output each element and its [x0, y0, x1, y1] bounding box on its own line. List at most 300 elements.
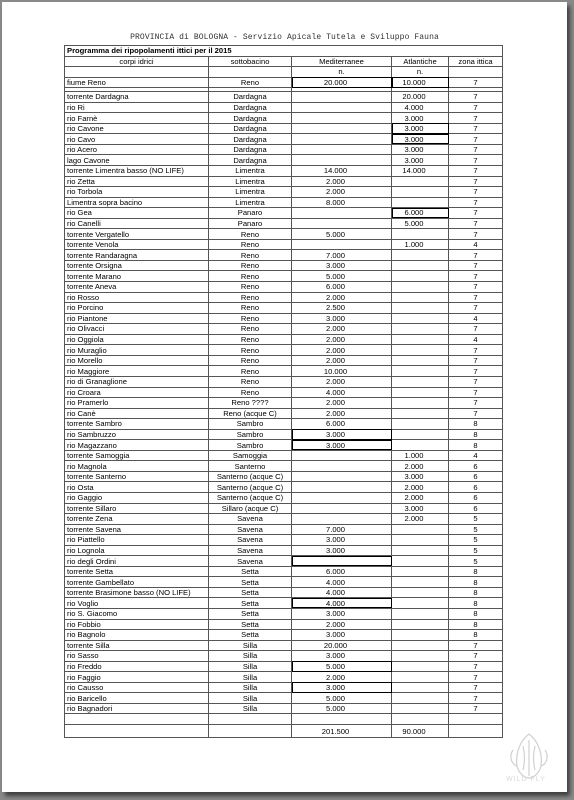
fish-zone-cell: 7 — [449, 271, 503, 282]
mediterranean-count-cell: 3.000 — [292, 535, 392, 546]
fish-zone-cell: 7 — [449, 693, 503, 704]
subbasin-cell: Dardagna — [209, 155, 292, 166]
water-body-cell: torrente Setta — [65, 566, 209, 577]
atlantic-count-cell — [392, 545, 449, 556]
water-body-cell: rio Cavone — [65, 123, 209, 134]
atlantic-count-cell — [392, 250, 449, 261]
subbasin-cell: Reno — [209, 239, 292, 250]
water-body-cell: Limentra sopra bacino — [65, 197, 209, 208]
atlantic-count-cell: 3.000 — [392, 123, 449, 134]
unit-atlantic: n. — [392, 67, 449, 78]
table-row — [65, 598, 503, 609]
table-row — [65, 672, 503, 683]
water-body-cell: rio Farnè — [65, 113, 209, 124]
mediterranean-count-cell: 6.000 — [292, 566, 392, 577]
mediterranean-count-cell: 5.000 — [292, 693, 392, 704]
mediterranean-count-cell: 2.000 — [292, 292, 392, 303]
atlantic-count-cell — [392, 429, 449, 440]
fish-zone-cell: 7 — [449, 682, 503, 693]
subbasin-cell: Sillaro (acque C) — [209, 503, 292, 514]
atlantic-count-cell: 1.000 — [392, 239, 449, 250]
water-body-cell: torrente Marano — [65, 271, 209, 282]
subbasin-cell: Setta — [209, 619, 292, 630]
mediterranean-count-cell: 3.000 — [292, 651, 392, 662]
water-body-cell: rio Bagnolo — [65, 630, 209, 641]
table-row — [65, 313, 503, 324]
table-row — [65, 408, 503, 419]
mediterranean-count-cell: 3.000 — [292, 630, 392, 641]
subbasin-cell: Dardagna — [209, 144, 292, 155]
water-body-cell: rio Ri — [65, 102, 209, 113]
mediterranean-count-cell: 3.000 — [292, 545, 392, 556]
water-body-cell: rio Canelli — [65, 218, 209, 229]
table-row — [65, 703, 503, 714]
atlantic-count-cell — [392, 313, 449, 324]
fish-zone-cell: 7 — [449, 366, 503, 377]
table-row — [65, 229, 503, 240]
mediterranean-count-cell: 5.000 — [292, 703, 392, 714]
mediterranean-count-cell: 4.000 — [292, 577, 392, 588]
atlantic-count-cell — [392, 408, 449, 419]
mediterranean-count-cell: 4.000 — [292, 598, 392, 609]
mediterranean-count-cell — [292, 134, 392, 145]
subbasin-cell: Reno — [209, 292, 292, 303]
water-body-cell: rio Pramerlo — [65, 398, 209, 409]
fish-zone-cell: 7 — [449, 260, 503, 271]
water-body-cell: rio Magnola — [65, 461, 209, 472]
table-row — [65, 250, 503, 261]
subbasin-cell: Santerno (acque C) — [209, 482, 292, 493]
col-header-fish-zone: zona ittica — [449, 56, 503, 67]
mediterranean-count-cell: 6.000 — [292, 282, 392, 293]
atlantic-count-cell — [392, 303, 449, 314]
atlantic-count-cell: 3.000 — [392, 134, 449, 145]
subbasin-cell: Reno — [209, 282, 292, 293]
mediterranean-count-cell: 4.000 — [292, 387, 392, 398]
restocking-table — [64, 45, 503, 738]
fish-zone-cell: 4 — [449, 313, 503, 324]
subbasin-cell: Reno — [209, 260, 292, 271]
table-row — [65, 155, 503, 166]
subbasin-cell: Limentra — [209, 187, 292, 198]
wild-fly-logo-icon — [505, 730, 553, 782]
subbasin-cell: Sambro — [209, 419, 292, 430]
fish-zone-cell: 7 — [449, 672, 503, 683]
mediterranean-count-cell — [292, 218, 392, 229]
fish-zone-cell — [449, 714, 503, 725]
atlantic-count-cell: 14.000 — [392, 166, 449, 177]
fish-zone-cell: 8 — [449, 587, 503, 598]
fish-zone-cell: 8 — [449, 429, 503, 440]
subbasin-cell: Setta — [209, 598, 292, 609]
fish-zone-cell: 7 — [449, 197, 503, 208]
fish-zone-cell: 6 — [449, 461, 503, 472]
subbasin-cell: Reno — [209, 229, 292, 240]
water-body-cell: rio S. Giacomo — [65, 608, 209, 619]
water-body-cell: rio Faggio — [65, 672, 209, 683]
mediterranean-count-cell: 5.000 — [292, 229, 392, 240]
fish-zone-cell: 7 — [449, 229, 503, 240]
subbasin-cell: Reno ???? — [209, 398, 292, 409]
water-body-cell: rio Freddo — [65, 661, 209, 672]
table-row — [65, 334, 503, 345]
fish-zone-cell: 7 — [449, 387, 503, 398]
table-title-row — [65, 46, 503, 57]
unit-mediterranean: n. — [292, 67, 392, 78]
table-row — [65, 113, 503, 124]
mediterranean-count-cell — [292, 123, 392, 134]
fish-zone-cell: 7 — [449, 651, 503, 662]
mediterranean-count-cell — [292, 492, 392, 503]
col-header-mediterranean: Mediterranee — [292, 56, 392, 67]
water-body-cell: rio Zetta — [65, 176, 209, 187]
fish-zone-cell: 8 — [449, 577, 503, 588]
logo-text: WILD FLY — [506, 776, 546, 783]
subbasin-cell: Santerno — [209, 461, 292, 472]
table-row — [65, 187, 503, 198]
fish-zone-cell: 7 — [449, 355, 503, 366]
mediterranean-count-cell — [292, 450, 392, 461]
fish-zone-cell: 8 — [449, 566, 503, 577]
fish-zone-cell: 7 — [449, 92, 503, 103]
water-body-cell: rio Canè — [65, 408, 209, 419]
fish-zone-cell: 7 — [449, 102, 503, 113]
water-body-cell: rio Porcino — [65, 303, 209, 314]
fish-zone-cell: 7 — [449, 376, 503, 387]
mediterranean-count-cell: 6.000 — [292, 419, 392, 430]
subbasin-cell: Silla — [209, 661, 292, 672]
table-row — [65, 619, 503, 630]
fish-zone-cell: 7 — [449, 166, 503, 177]
atlantic-count-cell: 4.000 — [392, 102, 449, 113]
table-row — [65, 166, 503, 177]
mediterranean-count-cell: 5.000 — [292, 271, 392, 282]
subbasin-cell: Reno (acque C) — [209, 408, 292, 419]
total-atlantic: 90.000 — [392, 725, 449, 738]
atlantic-count-cell: 2.000 — [392, 492, 449, 503]
water-body-cell: rio Croara — [65, 387, 209, 398]
atlantic-count-cell — [392, 608, 449, 619]
subbasin-cell: Savena — [209, 535, 292, 546]
water-body-cell: rio Causso — [65, 682, 209, 693]
mediterranean-count-cell: 20.000 — [292, 77, 392, 88]
mediterranean-count-cell — [292, 471, 392, 482]
col-header-atlantic: Atlantiche — [392, 56, 449, 67]
atlantic-count-cell: 20.000 — [392, 92, 449, 103]
water-body-cell: torrente Dardagna — [65, 92, 209, 103]
table-row — [65, 503, 503, 514]
fish-zone-cell: 8 — [449, 598, 503, 609]
fish-zone-cell: 7 — [449, 144, 503, 155]
fish-zone-cell: 7 — [449, 703, 503, 714]
table-row — [65, 218, 503, 229]
atlantic-count-cell — [392, 334, 449, 345]
atlantic-count-cell — [392, 324, 449, 335]
table-row — [65, 524, 503, 535]
fish-zone-cell: 7 — [449, 292, 503, 303]
atlantic-count-cell — [392, 651, 449, 662]
table-row — [65, 429, 503, 440]
water-body-cell: rio Lognola — [65, 545, 209, 556]
unit-water-body — [65, 67, 209, 78]
subbasin-cell: Reno — [209, 376, 292, 387]
fish-zone-cell: 7 — [449, 176, 503, 187]
water-body-cell: rio Sasso — [65, 651, 209, 662]
subbasin-cell: Reno — [209, 366, 292, 377]
col-header-subbasin: sottobacino — [209, 56, 292, 67]
mediterranean-count-cell: 5.000 — [292, 661, 392, 672]
subbasin-cell: Reno — [209, 313, 292, 324]
water-body-cell: lago Cavone — [65, 155, 209, 166]
table-row — [65, 123, 503, 134]
fish-zone-cell: 5 — [449, 514, 503, 525]
table-row — [65, 651, 503, 662]
fish-zone-cell: 4 — [449, 334, 503, 345]
fish-zone-cell: 7 — [449, 123, 503, 134]
atlantic-count-cell — [392, 260, 449, 271]
table-row — [65, 345, 503, 356]
water-body-cell: rio Fobbio — [65, 619, 209, 630]
subbasin-cell: Dardagna — [209, 123, 292, 134]
subbasin-cell: Silla — [209, 651, 292, 662]
water-body-cell: torrente Zena — [65, 514, 209, 525]
fish-zone-cell: 7 — [449, 187, 503, 198]
atlantic-count-cell: 5.000 — [392, 218, 449, 229]
atlantic-count-cell — [392, 398, 449, 409]
mediterranean-count-cell: 3.000 — [292, 608, 392, 619]
fish-zone-cell: 5 — [449, 524, 503, 535]
atlantic-count-cell — [392, 661, 449, 672]
fish-zone-cell: 8 — [449, 608, 503, 619]
atlantic-count-cell: 3.000 — [392, 155, 449, 166]
subbasin-cell: Dardagna — [209, 113, 292, 124]
water-body-cell: rio Sambruzzo — [65, 429, 209, 440]
table-row — [65, 608, 503, 619]
subbasin-cell: Silla — [209, 640, 292, 651]
water-body-cell: torrente Aneva — [65, 282, 209, 293]
atlantic-count-cell — [392, 440, 449, 451]
mediterranean-count-cell: 2.000 — [292, 408, 392, 419]
atlantic-count-cell: 6.000 — [392, 208, 449, 219]
atlantic-count-cell — [392, 355, 449, 366]
water-body-cell: torrente Orsigna — [65, 260, 209, 271]
table-row — [65, 577, 503, 588]
water-body-cell: rio Gaggio — [65, 492, 209, 503]
atlantic-count-cell — [392, 566, 449, 577]
water-body-cell: rio di Granaglione — [65, 376, 209, 387]
table-row — [65, 661, 503, 672]
fish-zone-cell: 7 — [449, 324, 503, 335]
mediterranean-count-cell: 2.000 — [292, 187, 392, 198]
mediterranean-count-cell — [292, 113, 392, 124]
fish-zone-cell: 8 — [449, 619, 503, 630]
fish-zone-cell: 7 — [449, 208, 503, 219]
atlantic-count-cell — [392, 672, 449, 683]
table-body — [65, 46, 503, 725]
table-row — [65, 440, 503, 451]
water-body-cell: rio Maggiore — [65, 366, 209, 377]
table-row — [65, 682, 503, 693]
mediterranean-count-cell: 2.000 — [292, 672, 392, 683]
subbasin-cell: Dardagna — [209, 92, 292, 103]
water-body-cell: rio degli Ordini — [65, 556, 209, 567]
unit-fish-zone — [449, 67, 503, 78]
atlantic-count-cell — [392, 556, 449, 567]
water-body-cell: rio Oggiola — [65, 334, 209, 345]
fish-zone-cell: 7 — [449, 640, 503, 651]
restocking-table-container — [64, 45, 502, 738]
subbasin-cell: Silla — [209, 682, 292, 693]
mediterranean-count-cell: 3.000 — [292, 440, 392, 451]
water-body-cell: torrente Randaragna — [65, 250, 209, 261]
atlantic-count-cell — [392, 292, 449, 303]
table-row — [65, 239, 503, 250]
subbasin-cell: Savena — [209, 514, 292, 525]
water-body-cell: rio Magazzano — [65, 440, 209, 451]
mediterranean-count-cell: 8.000 — [292, 197, 392, 208]
mediterranean-count-cell: 3.000 — [292, 429, 392, 440]
mediterranean-count-cell — [292, 208, 392, 219]
subbasin-cell: Reno — [209, 334, 292, 345]
atlantic-count-cell — [392, 366, 449, 377]
water-body-cell: torrente Venola — [65, 239, 209, 250]
water-body-cell: torrente Limentra basso (NO LIFE) — [65, 166, 209, 177]
table-row — [65, 282, 503, 293]
table-row — [65, 134, 503, 145]
mediterranean-count-cell — [292, 503, 392, 514]
water-body-cell: torrente Vergatello — [65, 229, 209, 240]
fish-zone-cell: 4 — [449, 239, 503, 250]
mediterranean-count-cell — [292, 556, 392, 567]
mediterranean-count-cell: 2.000 — [292, 176, 392, 187]
table-row — [65, 303, 503, 314]
atlantic-count-cell — [392, 282, 449, 293]
water-body-cell: torrente Santerno — [65, 471, 209, 482]
totals-label-cell — [65, 725, 209, 738]
water-body-cell: rio Muraglio — [65, 345, 209, 356]
atlantic-count-cell — [392, 187, 449, 198]
atlantic-count-cell — [392, 682, 449, 693]
totals-row — [65, 725, 503, 738]
atlantic-count-cell — [392, 598, 449, 609]
total-mediterranean: 201.500 — [292, 725, 392, 738]
mediterranean-count-cell: 3.000 — [292, 682, 392, 693]
atlantic-count-cell: 2.000 — [392, 461, 449, 472]
water-body-cell: rio Voglio — [65, 598, 209, 609]
mediterranean-count-cell: 2.000 — [292, 619, 392, 630]
fish-zone-cell: 7 — [449, 303, 503, 314]
col-header-water-body: corpi idrici — [65, 56, 209, 67]
water-body-cell: torrente Samoggia — [65, 450, 209, 461]
mediterranean-count-cell — [292, 514, 392, 525]
atlantic-count-cell — [392, 630, 449, 641]
subbasin-cell: Reno — [209, 355, 292, 366]
fish-zone-cell: 8 — [449, 440, 503, 451]
subbasin-cell: Setta — [209, 566, 292, 577]
table-row — [65, 535, 503, 546]
subbasin-cell: Dardagna — [209, 134, 292, 145]
water-body-cell: rio Bagnadori — [65, 703, 209, 714]
subbasin-cell: Sambro — [209, 440, 292, 451]
table-row — [65, 77, 503, 88]
water-body-cell: torrente Gambellato — [65, 577, 209, 588]
mediterranean-count-cell — [292, 482, 392, 493]
water-body-cell: torrente Sambro — [65, 419, 209, 430]
atlantic-count-cell: 1.000 — [392, 450, 449, 461]
table-row — [65, 197, 503, 208]
table-row — [65, 450, 503, 461]
table-row — [65, 587, 503, 598]
table-title: Programma dei ripopolamenti ittici per il 2015 — [65, 46, 503, 57]
subbasin-cell: Savena — [209, 556, 292, 567]
mediterranean-count-cell: 2.000 — [292, 355, 392, 366]
table-row — [65, 556, 503, 567]
subbasin-cell: Setta — [209, 587, 292, 598]
subbasin-cell: Santerno (acque C) — [209, 492, 292, 503]
fish-zone-cell: 7 — [449, 134, 503, 145]
fish-zone-cell: 7 — [449, 661, 503, 672]
mediterranean-count-cell: 2.000 — [292, 324, 392, 335]
mediterranean-count-cell: 10.000 — [292, 366, 392, 377]
fish-zone-cell: 7 — [449, 113, 503, 124]
atlantic-count-cell: 2.000 — [392, 482, 449, 493]
subbasin-cell: Panaro — [209, 208, 292, 219]
mediterranean-count-cell: 2.000 — [292, 398, 392, 409]
fish-zone-cell: 7 — [449, 398, 503, 409]
table-row — [65, 471, 503, 482]
atlantic-count-cell: 3.000 — [392, 144, 449, 155]
water-body-cell: rio Torbola — [65, 187, 209, 198]
water-body-cell: rio Osta — [65, 482, 209, 493]
subbasin-cell: Reno — [209, 250, 292, 261]
subbasin-cell: Silla — [209, 672, 292, 683]
water-body-cell: rio Acero — [65, 144, 209, 155]
table-row — [65, 419, 503, 430]
table-row — [65, 492, 503, 503]
fish-zone-cell: 6 — [449, 471, 503, 482]
mediterranean-count-cell — [292, 102, 392, 113]
table-row — [65, 355, 503, 366]
atlantic-count-cell: 3.000 — [392, 503, 449, 514]
fish-zone-cell: 7 — [449, 408, 503, 419]
unit-subbasin — [209, 67, 292, 78]
subbasin-cell: Setta — [209, 608, 292, 619]
water-body-cell: rio Rosso — [65, 292, 209, 303]
water-body-cell: rio Cavo — [65, 134, 209, 145]
table-row — [65, 292, 503, 303]
mediterranean-count-cell: 20.000 — [292, 640, 392, 651]
table-row — [65, 144, 503, 155]
table-row — [65, 630, 503, 641]
mediterranean-count-cell: 3.000 — [292, 260, 392, 271]
fish-zone-cell: 4 — [449, 450, 503, 461]
subbasin-cell — [209, 714, 292, 725]
mediterranean-count-cell: 7.000 — [292, 524, 392, 535]
atlantic-count-cell — [392, 387, 449, 398]
subbasin-cell: Reno — [209, 303, 292, 314]
mediterranean-count-cell: 2.500 — [292, 303, 392, 314]
water-body-cell: rio Morello — [65, 355, 209, 366]
fish-zone-cell: 7 — [449, 155, 503, 166]
table-row — [65, 366, 503, 377]
mediterranean-count-cell: 4.000 — [292, 587, 392, 598]
mediterranean-count-cell — [292, 461, 392, 472]
subbasin-cell: Limentra — [209, 176, 292, 187]
mediterranean-count-cell: 2.000 — [292, 376, 392, 387]
atlantic-count-cell — [392, 376, 449, 387]
subbasin-cell: Santerno (acque C) — [209, 471, 292, 482]
fish-zone-cell: 5 — [449, 556, 503, 567]
